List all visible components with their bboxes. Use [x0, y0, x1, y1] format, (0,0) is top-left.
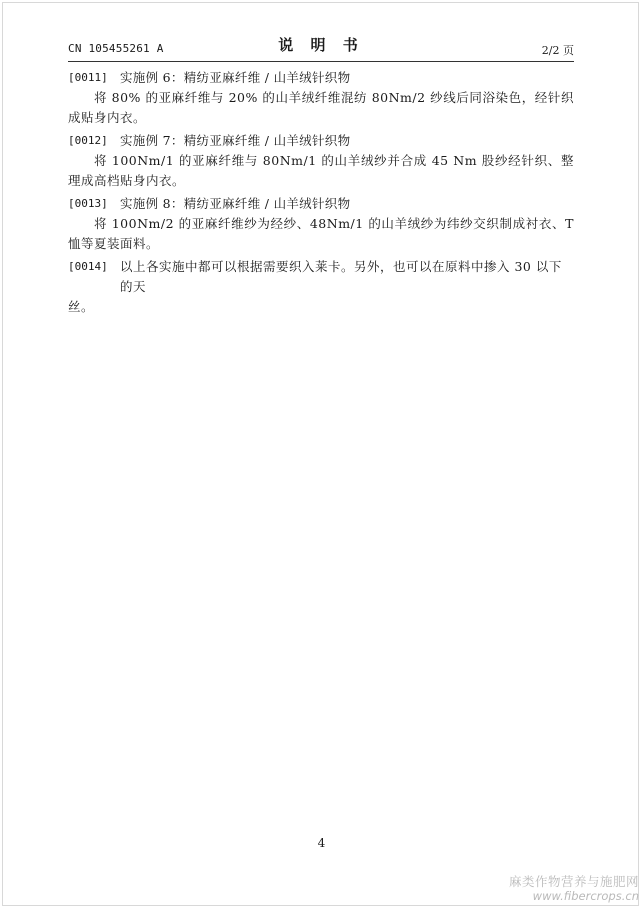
document-header — [68, 34, 574, 58]
site-watermark — [509, 874, 639, 904]
document-title: 说 明 书 — [278, 36, 364, 54]
paragraph-body: 以上各实施中都可以根据需要织入莱卡。另外，也可以在原料中掺入 30 以下的天 — [120, 259, 562, 294]
paragraph-body: 将 100Nm/1 的亚麻纤维与 80Nm/1 的山羊绒纱并合成 45 Nm 股纱经针织、整理成高档贴身内衣。 — [68, 153, 574, 188]
paragraph-continuation: 丝。 — [68, 299, 95, 314]
paragraph-body: 将 80% 的亚麻纤维与 20% 的山羊绒纤维混纺 80Nm/2 纱线后同浴染色，经针织成贴身内衣。 — [68, 90, 574, 125]
paragraph-number: [0013] — [68, 197, 108, 210]
header-divider — [68, 61, 574, 62]
paragraph-0011 — [68, 68, 574, 128]
page-indicator: 2/2 页 — [541, 44, 574, 57]
watermark-url: www.fibercrops.cn — [532, 889, 639, 903]
paragraph-title: 实施例 6：精纺亚麻纤维 / 山羊绒针织物 — [120, 70, 351, 85]
patent-number: CN 105455261 A — [68, 42, 164, 55]
document-body — [68, 68, 574, 320]
paragraph-title: 实施例 7：精纺亚麻纤维 / 山羊绒针织物 — [120, 133, 351, 148]
watermark-site-name: 麻类作物营养与施肥网 — [508, 874, 639, 889]
paragraph-0012 — [68, 131, 574, 191]
paragraph-title: 实施例 8：精纺亚麻纤维 / 山羊绒针织物 — [120, 196, 351, 211]
paragraph-body: 将 100Nm/2 的亚麻纤维纱为经纱、48Nm/1 的山羊绒纱为纬纱交织制成衬衣、T 恤等夏装面料。 — [68, 216, 574, 251]
paragraph-0014 — [68, 257, 574, 317]
page-number: 4 — [317, 836, 326, 850]
paragraph-number: [0011] — [68, 71, 108, 84]
paragraph-0013 — [68, 194, 574, 254]
paragraph-number: [0014] — [68, 260, 108, 273]
paragraph-number: [0012] — [68, 134, 108, 147]
